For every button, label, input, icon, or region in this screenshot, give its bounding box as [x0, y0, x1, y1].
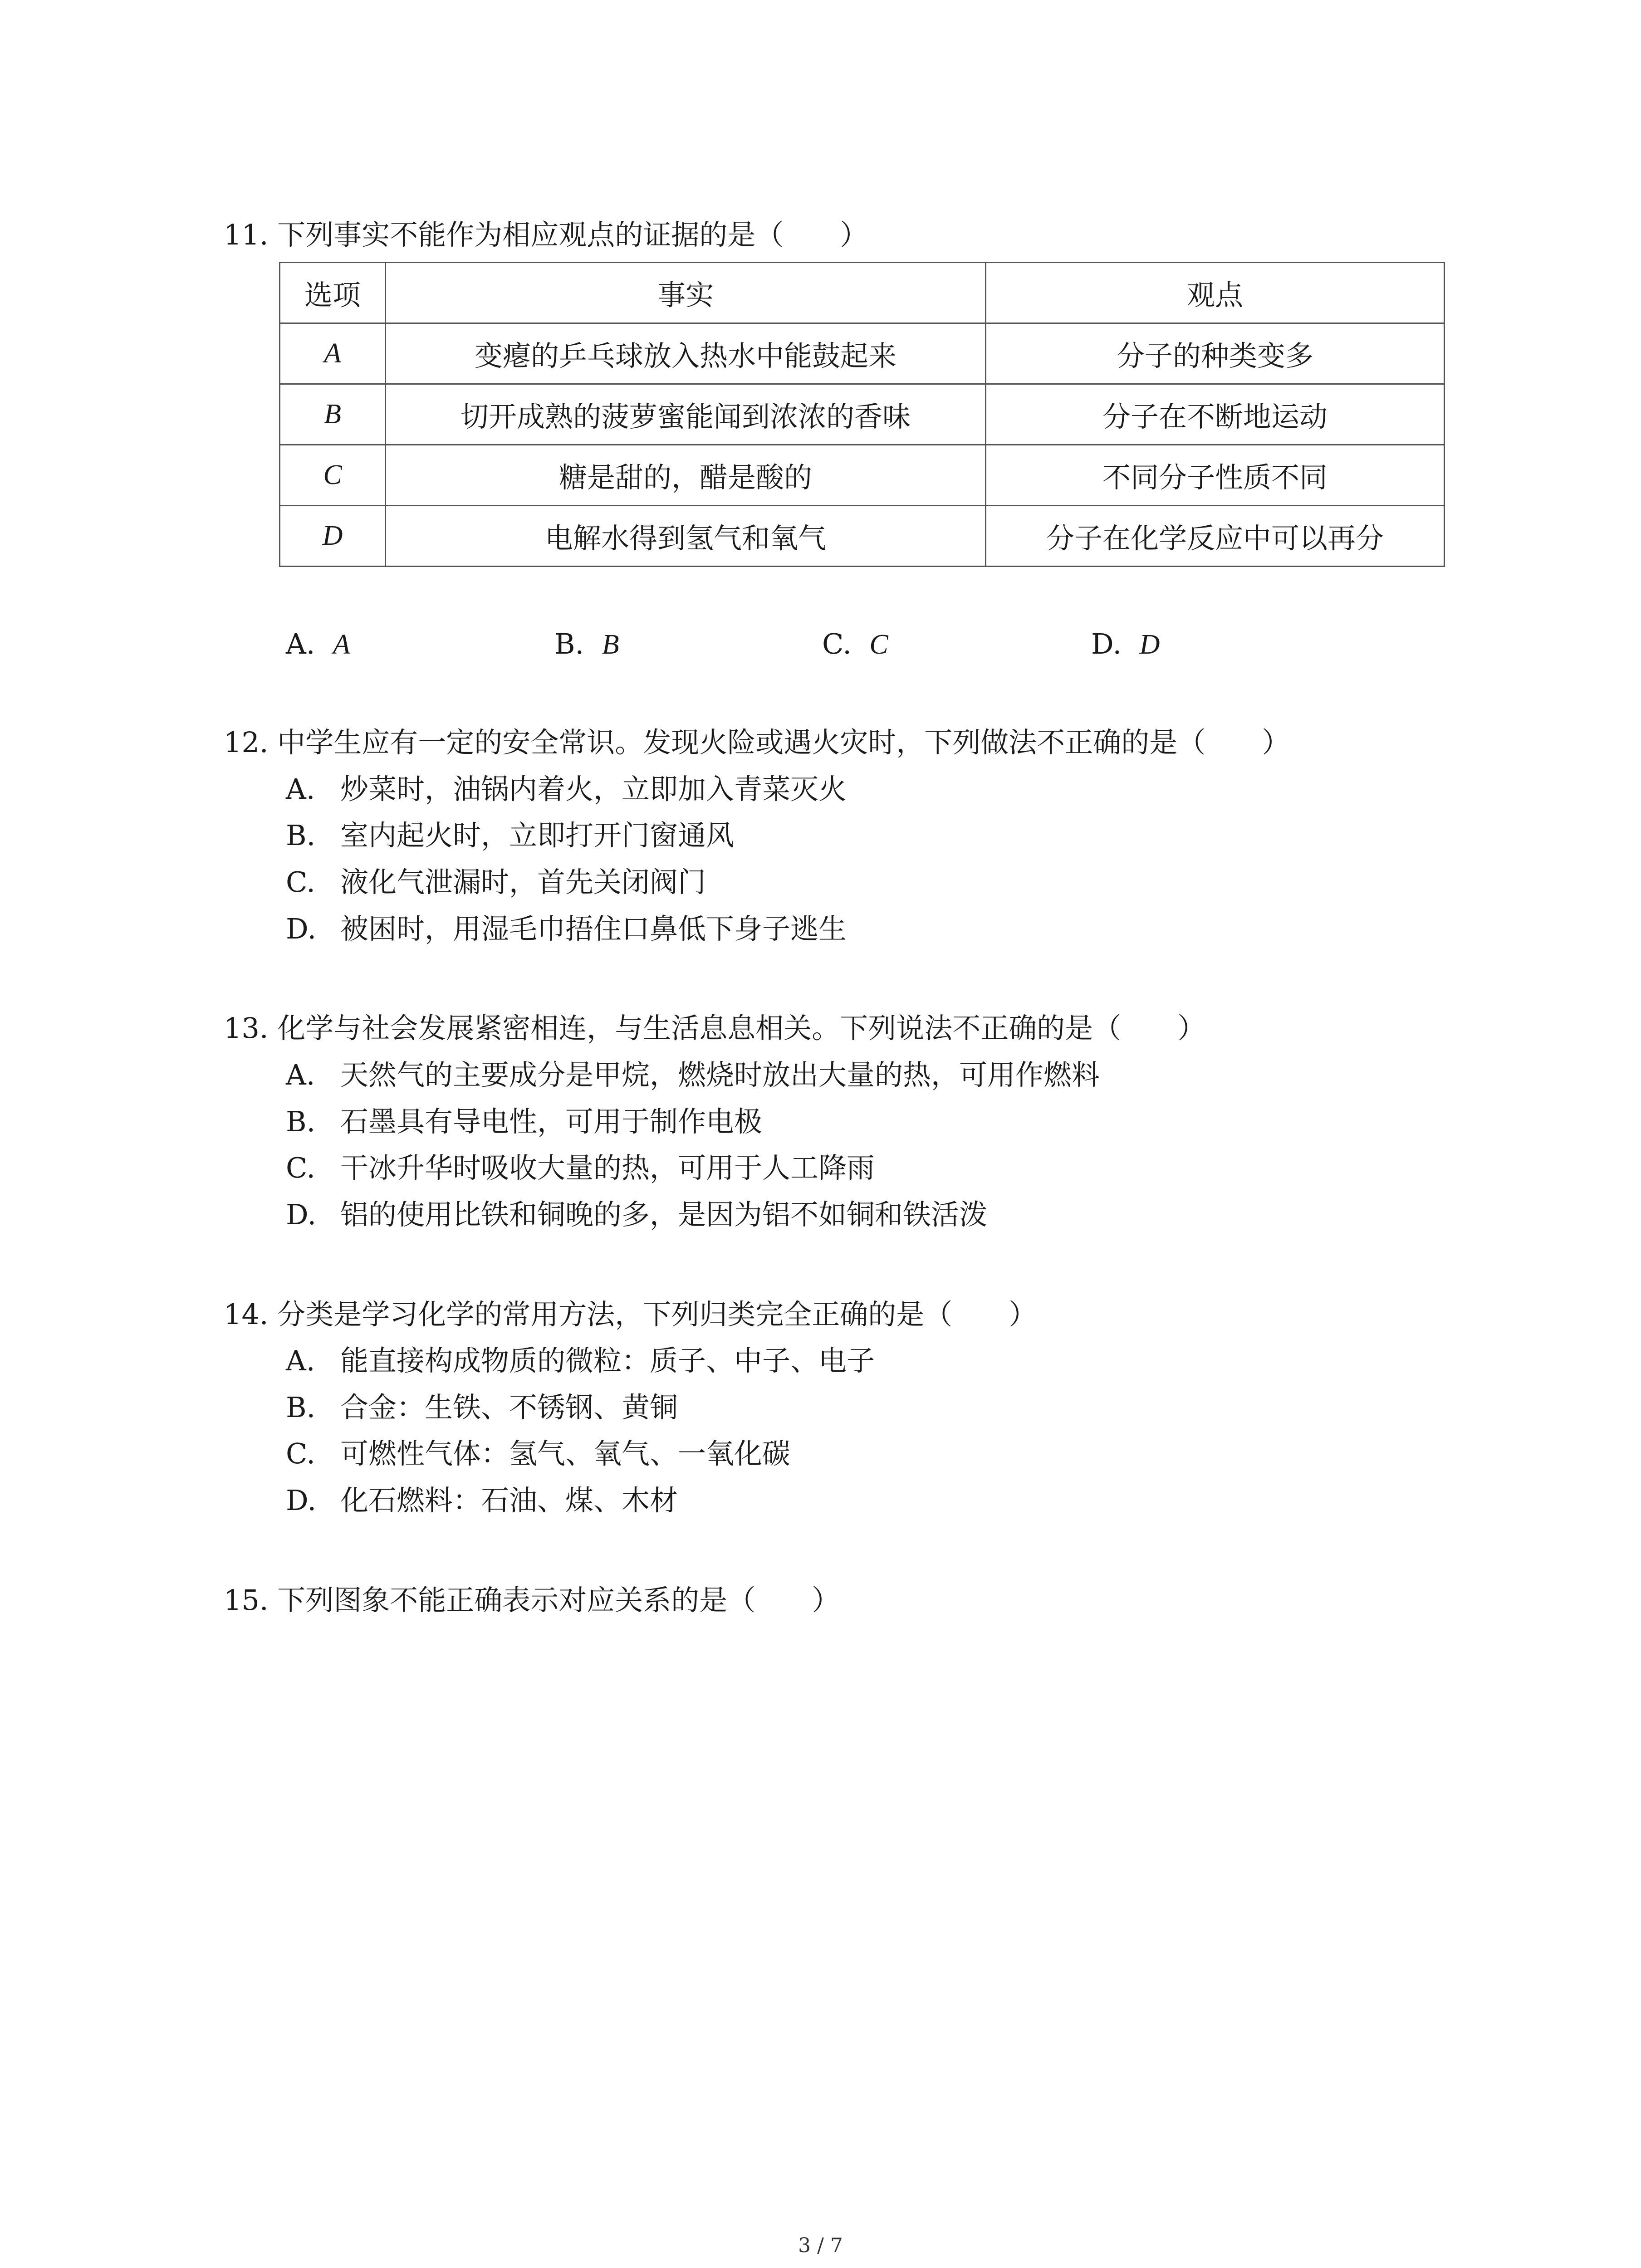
row-view: 分子在不断地运动	[986, 384, 1445, 445]
option-label: C.	[286, 865, 315, 899]
option-text: 化石燃料：石油、煤、木材	[340, 1484, 678, 1517]
page-number: 3 / 7	[798, 2234, 843, 2257]
option-value: B	[602, 629, 619, 660]
question-12-title: 12. 中学生应有一定的安全常识。发现火险或遇火灾时，下列做法不正确的是（ ）	[224, 726, 1290, 759]
q12-option-d	[286, 911, 847, 947]
option-label: D.	[286, 1198, 317, 1231]
question-15-title: 15. 下列图象不能正确表示对应关系的是（ ）	[224, 1584, 840, 1617]
row-view: 不同分子性质不同	[986, 445, 1445, 506]
facts-table	[279, 262, 1445, 567]
q11-option-c	[822, 626, 888, 663]
option-label: B.	[286, 1391, 316, 1424]
q13-option-b	[286, 1104, 762, 1140]
option-text: 铝的使用比铁和铜晚的多，是因为铝不如铜和铁活泼	[340, 1198, 988, 1231]
option-label: B.	[286, 1105, 316, 1138]
q11-option-b	[554, 626, 619, 663]
option-label: D.	[1091, 627, 1122, 660]
option-value: C	[869, 629, 888, 660]
question-14-title: 14. 分类是学习化学的常用方法，下列归类完全正确的是（ ）	[224, 1298, 1037, 1331]
question-11-title: 11. 下列事实不能作为相应观点的证据的是（ ）	[224, 218, 868, 251]
column-header-option: 选项	[280, 263, 386, 323]
table-row	[280, 323, 1445, 384]
table-row	[280, 384, 1445, 445]
column-header-fact: 事实	[386, 263, 986, 323]
q13-option-c	[286, 1150, 875, 1186]
table-row	[280, 506, 1445, 567]
table-header-row	[280, 263, 1445, 323]
option-text: 石墨具有导电性，可用于制作电极	[340, 1105, 763, 1138]
row-fact: 切开成熟的菠萝蜜能闻到浓浓的香味	[386, 384, 986, 445]
q12-option-c	[286, 864, 706, 900]
option-text: 天然气的主要成分是甲烷，燃烧时放出大量的热，可用作燃料	[340, 1058, 1100, 1091]
row-fact: 变瘪的乒乓球放入热水中能鼓起来	[386, 323, 986, 384]
option-text: 炒菜时，油锅内着火，立即加入青菜灭火	[340, 772, 847, 806]
row-fact: 电解水得到氢气和氧气	[386, 506, 986, 567]
column-header-view: 观点	[986, 263, 1445, 323]
option-label: C.	[822, 627, 852, 660]
option-label: C.	[286, 1437, 315, 1470]
row-option: D	[280, 506, 386, 567]
q14-option-d	[286, 1482, 678, 1519]
row-view: 分子在化学反应中可以再分	[986, 506, 1445, 567]
option-text: 液化气泄漏时，首先关闭阀门	[340, 865, 706, 899]
option-text: 干冰升华时吸收大量的热，可用于人工降雨	[340, 1151, 875, 1184]
option-text: 室内起火时，立即打开门窗通风	[340, 819, 735, 852]
option-label: B.	[286, 819, 316, 852]
option-text: 合金：生铁、不锈钢、黄铜	[340, 1391, 678, 1424]
row-option: A	[280, 323, 386, 384]
q14-option-b	[286, 1389, 678, 1426]
row-option: C	[280, 445, 386, 506]
row-view: 分子的种类变多	[986, 323, 1445, 384]
option-text: 被困时，用湿毛巾捂住口鼻低下身子逃生	[340, 912, 847, 945]
q12-option-a	[286, 771, 847, 807]
q14-option-a	[286, 1343, 875, 1379]
option-label: C.	[286, 1151, 315, 1184]
option-label: A.	[286, 627, 315, 660]
q12-option-b	[286, 817, 734, 854]
option-label: D.	[286, 1484, 317, 1517]
row-fact: 糖是甜的，醋是酸的	[386, 445, 986, 506]
option-value: A	[333, 629, 350, 660]
option-text: 能直接构成物质的微粒：质子、中子、电子	[340, 1344, 875, 1377]
q13-option-d	[286, 1197, 987, 1233]
q11-option-d	[1091, 626, 1160, 663]
option-label: A.	[286, 1344, 315, 1377]
q11-option-a	[286, 626, 350, 663]
option-text: 可燃性气体：氢气、氧气、一氧化碳	[340, 1437, 791, 1470]
question-13-title: 13. 化学与社会发展紧密相连，与生活息息相关。下列说法不正确的是（ ）	[224, 1012, 1206, 1045]
option-label: B.	[554, 627, 584, 660]
row-option: B	[280, 384, 386, 445]
table-row	[280, 445, 1445, 506]
option-label: D.	[286, 912, 317, 945]
option-value: D	[1139, 629, 1160, 660]
option-label: A.	[286, 772, 315, 806]
option-label: A.	[286, 1058, 315, 1091]
q14-option-c	[286, 1436, 790, 1472]
q13-option-a	[286, 1057, 1100, 1093]
